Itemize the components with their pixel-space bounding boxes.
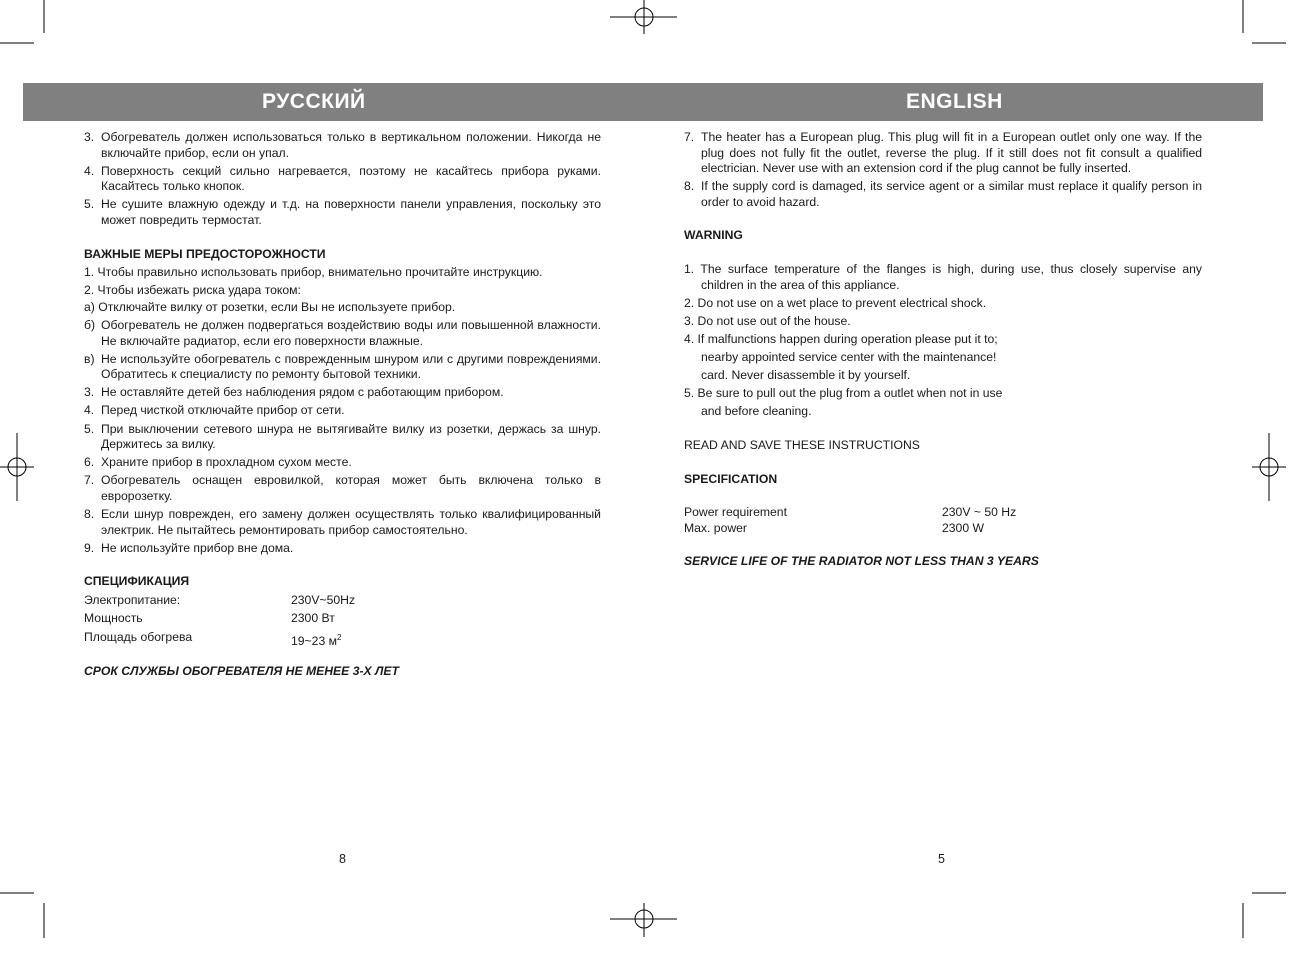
list-item: 7. Обогреватель оснащен евровилкой, которая может быть включена только в евророзетку. [84,473,601,503]
list-item: 3. Не оставляйте детей без наблюдения рядом с работающим прибором. [84,385,504,400]
list-item: 5. При выключении сетевого шнура не вытягивайте вилку из розетки, держась за шнур. Держитесь за вилку. [84,421,601,452]
page-number-right: 5 [938,852,945,866]
warning-item-1: 1. The surface temperature of the flanges is high, during use, thus closely supervise any children in the area of this appliance. [684,262,1202,292]
spec-row: Max. power 2300 W [684,520,985,535]
service-life-note: СРОК СЛУЖБЫ ОБОГРЕВАТЕЛЯ НЕ МЕНЕЕ 3-Х ЛЕТ [84,663,399,678]
list-item: 7. The heater has a European plug. This plug will fit in a European outlet only one way. If the plug does not fully fit the outlet, reverse the plug. If it still does not fit consult a qualified electrician. Never use with an extension cord if the plug cannot be fully inserted. [684,130,1202,176]
list-item: 4. Перед чисткой отключайте прибор от сети. [84,403,345,418]
safety-heading: ВАЖНЫЕ МЕРЫ ПРЕДОСТОРОЖНОСТИ [84,246,326,261]
list-item: 4. Поверхность секций сильно нагревается, поэтому не касайтесь прибора руками. Касайтесь только кнопок. [84,163,601,194]
safety-item-a: а) Отключайте вилку от розетки, если Вы не используете прибор. [84,300,456,315]
registration-mark-bottom [610,903,677,937]
safety-item-b: б) Обогреватель не должен подвергаться воздействию воды или повышенной влажности. Не включайте радиатор, если его поверхности влажные. [84,317,601,348]
registration-mark-left [0,433,34,501]
safety-item-2: 2. Чтобы избежать риска удара током: [84,282,301,297]
list-item: 5. Не сушите влажную одежду и т.д. на поверхности панели управления, поскольку это может повредить термостат. [84,197,601,227]
read-save-note: READ AND SAVE THESE INSTRUCTIONS [684,437,920,452]
service-life-note: SERVICE LIFE OF THE RADIATOR NOT LESS THAN 3 YEARS [684,554,1039,569]
spec-row: Площадь обогрева 19~23 $м^2$ [84,630,342,649]
spec-row: Мощность 2300 Вт [84,611,335,626]
spec-row: Электропитание: 230V~50Hz [84,592,356,607]
section-title-english: ENGLISH [906,90,1003,113]
list-item: 9. Не используйте прибор вне дома. [84,540,294,555]
warning-item-5-line2: and before cleaning. [701,404,812,419]
warning-item-4-line2: nearby appointed service center with the maintenance! [701,350,997,365]
warning-item-4-line3: card. Never disassemble it by yourself. [701,368,911,383]
safety-item-1: 1. Чтобы правильно использовать прибор, внимательно прочитайте инструкцию. [84,265,543,280]
safety-item-v: в) Не используйте обогреватель с поврежденным шнуром или с другими повреждениями. Обратитесь к специалисту по ремонту бытовой техники. [84,351,601,382]
registration-mark-top [610,0,677,34]
list-item: 6. Храните прибор в прохладном сухом месте. [84,455,352,470]
list-item: 3. Обогреватель должен использоваться только в вертикальном положении. Никогда не включайте прибор, если он упал. [84,130,601,160]
spec-row: Power requirement 230V ~ 50 Hz [684,505,1017,520]
registration-mark-right [1252,433,1286,501]
header-band-russian [23,83,654,121]
warning-item-5: 5. Be sure to pull out the plug from a outlet when not in use [684,386,1003,401]
english-column [684,130,1202,570]
list-item: 8. If the supply cord is damaged, its service agent or a similar must replace it qualify person in order to avoid hazard. [684,179,1202,209]
page-number-left: 8 [339,852,346,866]
warning-item-2: 2. Do not use on a wet place to prevent electrical shock. [684,295,987,310]
russian-column [84,130,601,679]
list-item: 8. Если шнур поврежден, его замену должен осуществлять только квалифицированный электрик. Не пытайтесь ремонтировать прибор самостоятельно. [84,506,601,537]
spec-heading: SPECIFICATION [684,471,778,486]
warning-item-3: 3. Do not use out of the house. [684,313,851,328]
section-title-russian: РУССКИЙ [262,90,366,113]
warning-item-4: 4. If malfunctions happen during operation please put it to; [684,331,998,346]
header-band-english [654,83,1263,121]
spec-heading: СПЕЦИФИКАЦИЯ [84,574,190,589]
warning-heading: WARNING [684,228,743,243]
